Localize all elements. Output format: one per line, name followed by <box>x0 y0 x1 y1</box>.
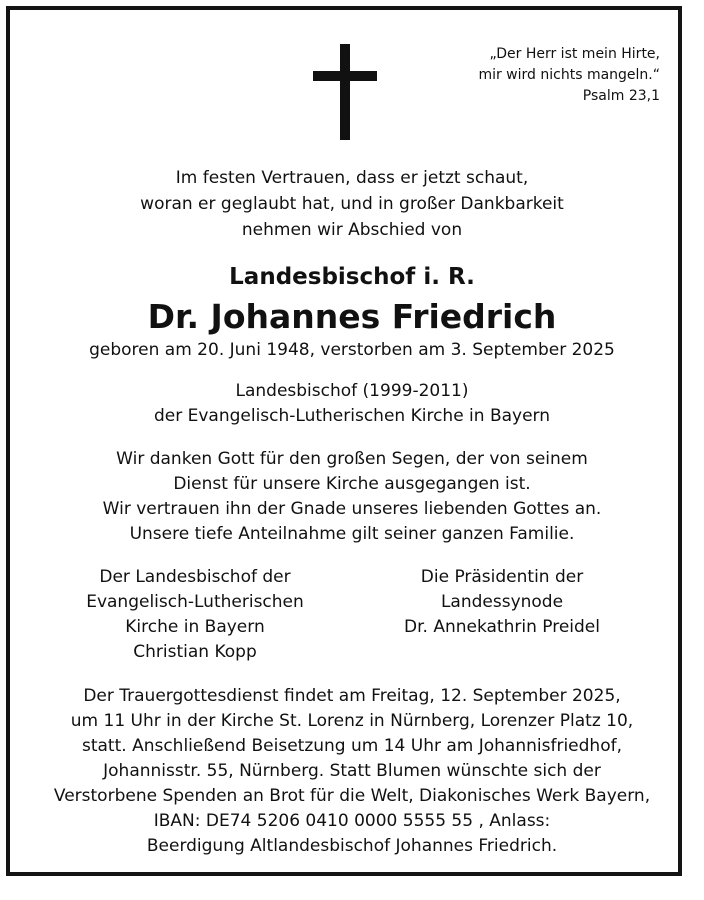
funeral-service-info <box>0 684 704 859</box>
quote-source: Psalm 23,1 <box>582 88 660 104</box>
cross-icon <box>313 44 377 140</box>
signatory-name: Christian Kopp <box>133 642 257 662</box>
intro-line: nehmen wir Abschied von <box>241 220 463 240</box>
service-line: Verstorbene Spenden an Brot für die Welt, Diakonisches Werk Bayern, <box>53 786 651 806</box>
service-line: statt. Anschließend Beisetzung um 14 Uhr am Johannisfriedhof, <box>81 736 622 756</box>
office-line: der Evangelisch-Lutherischen Kirche in Bayern <box>153 406 551 426</box>
intro-line: Im festen Vertrauen, dass er jetzt schaut, <box>175 168 529 188</box>
thanks-line: Wir vertrauen ihn der Gnade unseres liebenden Gottes an. <box>102 499 602 519</box>
signatory-line: Landessynode <box>440 592 564 612</box>
signatory-line: Die Präsidentin der <box>420 567 584 587</box>
office-description <box>0 379 704 429</box>
service-line: IBAN: DE74 5206 0410 0000 5555 55 , Anlass: <box>153 811 551 831</box>
service-line: um 11 Uhr in der Kirche St. Lorenz in Nürnberg, Lorenzer Platz 10, <box>70 711 634 731</box>
thanks-line: Dienst für unsere Kirche ausgegangen ist. <box>173 474 531 494</box>
signatory-line: Kirche in Bayern <box>125 617 265 637</box>
thanks-text <box>0 447 704 547</box>
signatory-bishop <box>50 565 340 665</box>
service-line: Beerdigung Altlandesbischof Johannes Friedrich. <box>146 836 558 856</box>
quote-line: „Der Herr ist mein Hirte, <box>489 46 660 62</box>
bible-quote <box>478 44 660 107</box>
signatory-name: Dr. Annekathrin Preidel <box>404 617 600 637</box>
deceased-name: Dr. Johannes Friedrich <box>147 297 557 336</box>
service-line: Johannisstr. 55, Nürnberg. Statt Blumen wünschte sich der <box>103 761 601 781</box>
signatory-line: Der Landesbischof der <box>99 567 291 587</box>
intro-line: woran er geglaubt hat, und in großer Dankbarkeit <box>140 194 564 214</box>
deceased-rank: Landesbischof i. R. <box>229 264 475 290</box>
thanks-line: Unsere tiefe Anteilnahme gilt seiner ganzen Familie. <box>129 524 575 544</box>
quote-line: mir wird nichts mangeln.“ <box>478 67 660 83</box>
intro-text <box>0 165 704 243</box>
signatory-line: Evangelisch-Lutherischen <box>86 592 304 612</box>
service-line: Der Trauergottesdienst findet am Freitag, 12. September 2025, <box>83 686 621 706</box>
office-line: Landesbischof (1999-2011) <box>235 381 469 401</box>
life-dates: geboren am 20. Juni 1948, verstorben am 3. September 2025 <box>89 340 615 360</box>
signatory-synod-president <box>357 565 647 640</box>
thanks-line: Wir danken Gott für den großen Segen, der von seinem <box>116 449 588 469</box>
